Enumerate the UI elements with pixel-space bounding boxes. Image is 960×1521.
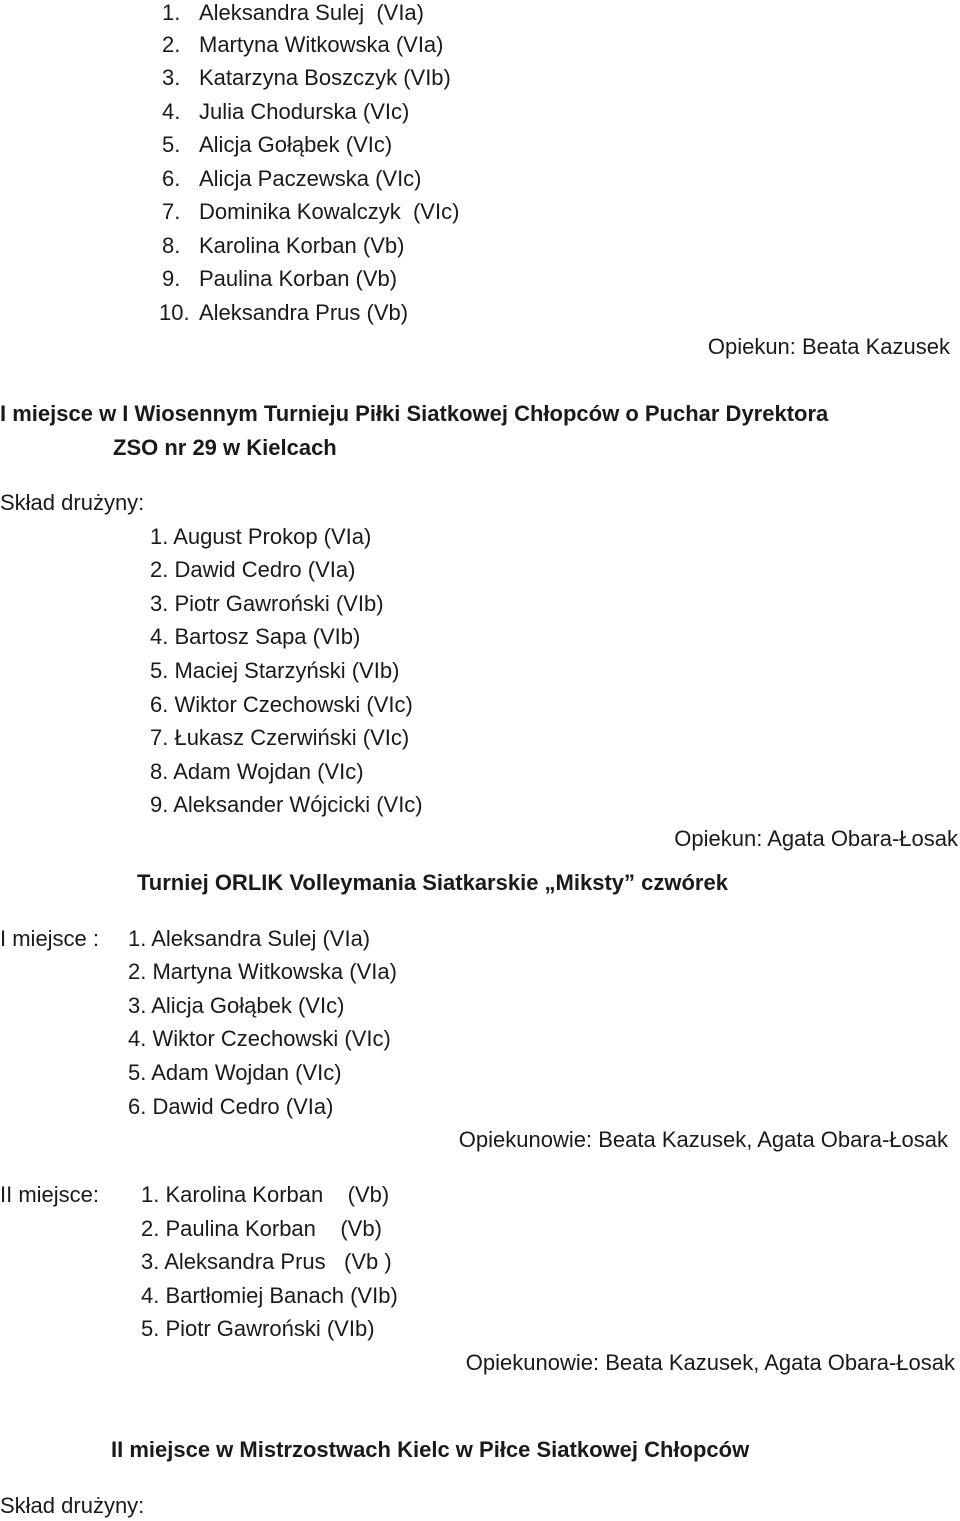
list-item-number: 3. bbox=[162, 65, 181, 90]
list-item: 4. Bartłomiej Banach (VIb) bbox=[141, 1283, 398, 1308]
list-item: Aleksandra Prus (Vb) bbox=[199, 300, 409, 325]
list-item: 7. Łukasz Czerwiński (VIc) bbox=[150, 725, 410, 750]
list-item-number: 8. bbox=[162, 233, 181, 258]
list-item-number: 5. bbox=[162, 132, 181, 157]
team-label: Skład drużyny: bbox=[0, 1493, 145, 1518]
list-item-number: 1. bbox=[162, 0, 181, 25]
section-heading-continued: ZSO nr 29 w Kielcach bbox=[113, 435, 337, 460]
coach-line: Opiekun: Agata Obara-Łosak bbox=[674, 826, 958, 851]
list-item: 2. Paulina Korban (Vb) bbox=[141, 1216, 382, 1241]
coach-line: Opiekun: Beata Kazusek bbox=[707, 334, 950, 359]
list-item: 5. Piotr Gawroński (VIb) bbox=[141, 1316, 375, 1341]
list-item-number: 9. bbox=[162, 266, 181, 291]
list-item: 1. Karolina Korban (Vb) bbox=[141, 1182, 390, 1207]
list-item: Dominika Kowalczyk (VIc) bbox=[199, 199, 460, 224]
list-item: 3. Alicja Gołąbek (VIc) bbox=[128, 993, 345, 1018]
list-item-number: 10. bbox=[159, 300, 190, 325]
team-label: Skład drużyny: bbox=[0, 490, 145, 515]
list-item-number: 2. bbox=[162, 32, 181, 57]
section-heading: II miejsce w Mistrzostwach Kielc w Piłce Siatkowej Chłopców bbox=[111, 1437, 750, 1462]
list-item: 4. Wiktor Czechowski (VIc) bbox=[128, 1026, 391, 1051]
list-item: 5. Maciej Starzyński (VIb) bbox=[150, 658, 400, 683]
list-item: 3. Aleksandra Prus (Vb ) bbox=[141, 1249, 392, 1274]
list-item: Alicja Gołąbek (VIc) bbox=[199, 132, 393, 157]
list-item: 2. Dawid Cedro (VIa) bbox=[150, 557, 356, 582]
list-item: Aleksandra Sulej (VIa) bbox=[199, 0, 424, 25]
coach-line: Opiekunowie: Beata Kazusek, Agata Obara-Łosak bbox=[465, 1350, 955, 1375]
place-label: I miejsce : bbox=[0, 926, 100, 951]
section-heading: Turniej ORLIK Volleymania Siatkarskie „Miksty” czwórek bbox=[137, 870, 728, 895]
list-item: 1. Aleksandra Sulej (VIa) bbox=[128, 926, 371, 951]
list-item: 6. Dawid Cedro (VIa) bbox=[128, 1094, 334, 1119]
list-item-number: 7. bbox=[162, 199, 181, 224]
place-label: II miejsce: bbox=[0, 1182, 100, 1207]
list-item: 2. Martyna Witkowska (VIa) bbox=[128, 959, 397, 984]
list-item: 1. August Prokop (VIa) bbox=[150, 524, 372, 549]
list-item: 4. Bartosz Sapa (VIb) bbox=[150, 624, 361, 649]
list-item: Paulina Korban (Vb) bbox=[199, 266, 398, 291]
list-item-number: 6. bbox=[162, 166, 181, 191]
list-item: 9. Aleksander Wójcicki (VIc) bbox=[150, 792, 423, 817]
list-item-number: 4. bbox=[162, 99, 181, 124]
coach-line: Opiekunowie: Beata Kazusek, Agata Obara-Łosak bbox=[458, 1127, 948, 1152]
list-item: Martyna Witkowska (VIa) bbox=[199, 32, 444, 57]
list-item: 6. Wiktor Czechowski (VIc) bbox=[150, 692, 413, 717]
list-item: 3. Piotr Gawroński (VIb) bbox=[150, 591, 384, 616]
list-item: Alicja Paczewska (VIc) bbox=[199, 166, 422, 191]
list-item: 5. Adam Wojdan (VIc) bbox=[128, 1060, 342, 1085]
section-heading: I miejsce w I Wiosennym Turnieju Piłki Siatkowej Chłopców o Puchar Dyrektora bbox=[0, 401, 829, 426]
list-item: Julia Chodurska (VIc) bbox=[199, 99, 410, 124]
list-item: Karolina Korban (Vb) bbox=[199, 233, 405, 258]
list-item: Katarzyna Boszczyk (VIb) bbox=[199, 65, 451, 90]
list-item: 8. Adam Wojdan (VIc) bbox=[150, 759, 364, 784]
